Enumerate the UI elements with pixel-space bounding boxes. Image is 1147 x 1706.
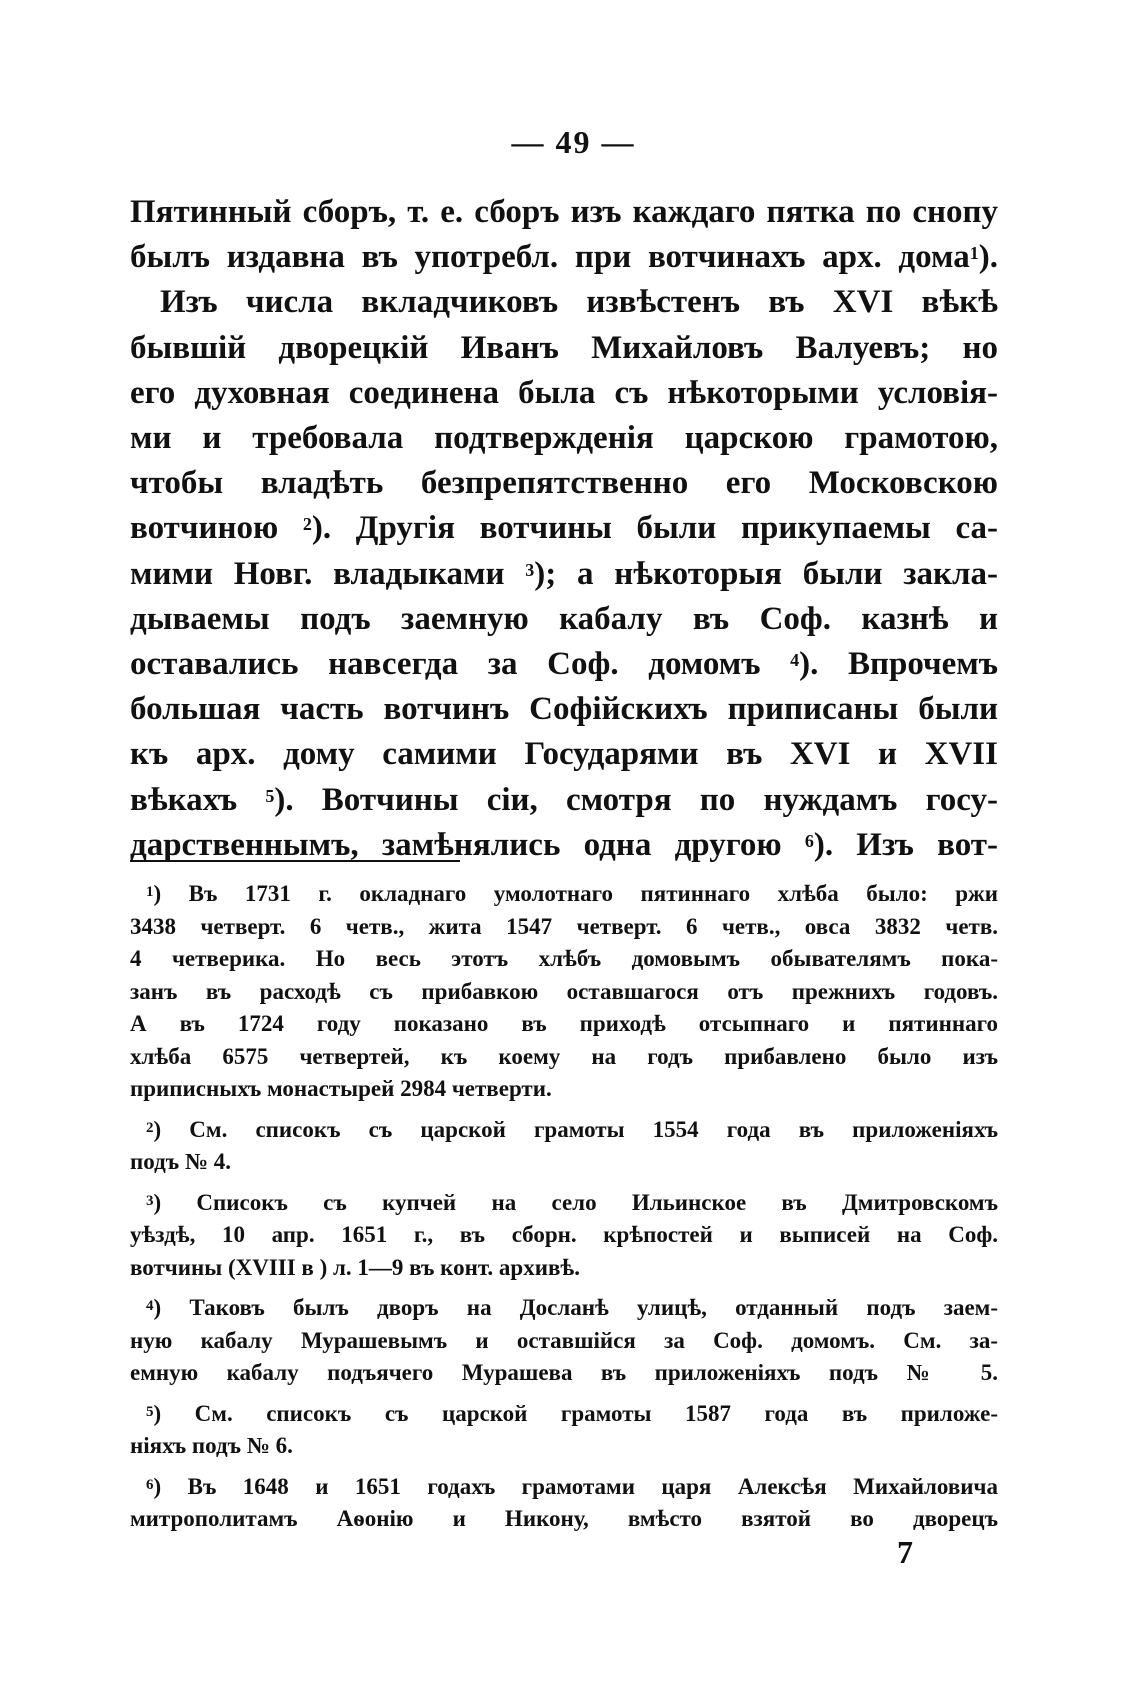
text-line-15: дарственнымъ, замѣнялись одна другою $^6$). Изъ вот- xyxy=(130,826,999,863)
footnote-ref-2: 2 xyxy=(302,514,312,535)
footnote-ref-6: 6 xyxy=(804,830,814,851)
footnote-3: $^3$) Списокъ съ купчей на село Ильинское въ Дмитровскомъ уѣздѣ, 10 апр. 1651 г., въ сборн. крѣпостей и выписей на Соф. вотчины (XVIII в ) л. 1—9 въ конт. архивѣ. xyxy=(130,1189,998,1280)
footnote-6: $^6$) Въ 1648 и 1651 годахъ грамотами царя Алексѣя Михайловича митрополитамъ Аѳонію и Никону, вмѣсто взятой во дворецъ xyxy=(130,1473,998,1531)
footnote-mark: 4 xyxy=(146,1298,154,1314)
text-line-1: Пятинный сборъ, т. е. сборъ изъ каждаго пятка по снопу xyxy=(130,194,998,230)
footnote-2: $^2$) См. списокъ съ царской грамоты 1554 года въ приложеніяхъ подъ № 4. xyxy=(130,1116,998,1174)
footnote-ref-4: 4 xyxy=(790,650,800,671)
text-line-3: Изъ числа вкладчиковъ извѣстенъ въ XVI вѣкѣ xyxy=(160,284,998,321)
footnote-1: $^1$) Въ 1731 г. окладнаго умолотнаго пятиннаго хлѣба было: ржи 3438 четверт. 6 четв., жита 1547 четверт. 6 четв., овса 3832 четв. 4 четверика. Но весь этотъ хлѣбъ домовымъ обывателямъ пока- занъ въ расходѣ съ прибавкою оставшагося отъ прежнихъ годовъ. А въ 1724 году показано въ приходѣ отсыпнаго и пятиннаго хлѣба 6575 четвертей, къ коему на годъ прибавлено было изъ приписныхъ монастырей 2984 четверти. xyxy=(130,881,998,1101)
text-line-5: его духовная соединена была съ нѣкоторыми условія- xyxy=(130,374,998,411)
text-line-4: бывшій дворецкій Иванъ Михайловъ Валуевъ; но xyxy=(130,329,998,366)
text-line-14: вѣкахъ $^5$). Вотчины сіи, смотря по нуждамъ госу- xyxy=(130,781,998,818)
footnote-ref-5: 5 xyxy=(265,785,275,806)
text-line-8: вотчиною $^2$). Другія вотчины были прикупаемы са- xyxy=(130,510,999,547)
text-line-7: чтобы владѣть безпрепятственно его Московскою xyxy=(130,465,998,502)
text-line-13: къ арх. дому самими Государями въ XVI и XVII xyxy=(130,736,998,773)
footnote-mark: 1 xyxy=(146,884,154,900)
text-line-9: мими Новг. владыками $^3$); а нѣкоторыя были закла- xyxy=(130,555,999,592)
footnote-mark: 6 xyxy=(146,1476,154,1493)
text-line-12: большая часть вотчинъ Софійскихъ приписаны были xyxy=(130,691,998,728)
text-line-6: ми и требовала подтвержденія царскою грамотою, xyxy=(130,420,998,457)
footnote-mark: 3 xyxy=(146,1192,154,1209)
main-text xyxy=(130,190,998,868)
footnote-5: $^5$) См. списокъ съ царской грамоты 1587 года въ приложе- ніяхъ подъ № 6. xyxy=(130,1400,998,1458)
signature-mark: 7 xyxy=(897,1534,913,1570)
footnote-4: $^4$) Таковъ былъ дворъ на Досланѣ улицѣ, отданный подъ заем- ную кабалу Мурашевымъ и оставшійся за Соф. домомъ. См. за- емную кабалу подъячего Мурашева въ приложеніяхъ подъ № 5. xyxy=(130,1295,998,1385)
footnote-mark: 2 xyxy=(146,1119,154,1136)
footnotes xyxy=(130,878,998,1544)
text-line-10: дываемы подъ заемную кабалу въ Соф. казнѣ и xyxy=(130,600,998,637)
footnote-ref-1: 1 xyxy=(969,243,979,264)
text-line-2: былъ издавна въ употребл. при вотчинахъ арх. дома$^1$). xyxy=(130,239,998,276)
text-line-11: оставались навсегда за Соф. домомъ $^4$). Впрочемъ xyxy=(130,646,998,683)
footnote-divider xyxy=(130,860,460,862)
footnote-mark: 5 xyxy=(146,1403,154,1420)
page-number: — 49 — xyxy=(511,124,636,160)
footnote-ref-3: 3 xyxy=(525,559,535,580)
